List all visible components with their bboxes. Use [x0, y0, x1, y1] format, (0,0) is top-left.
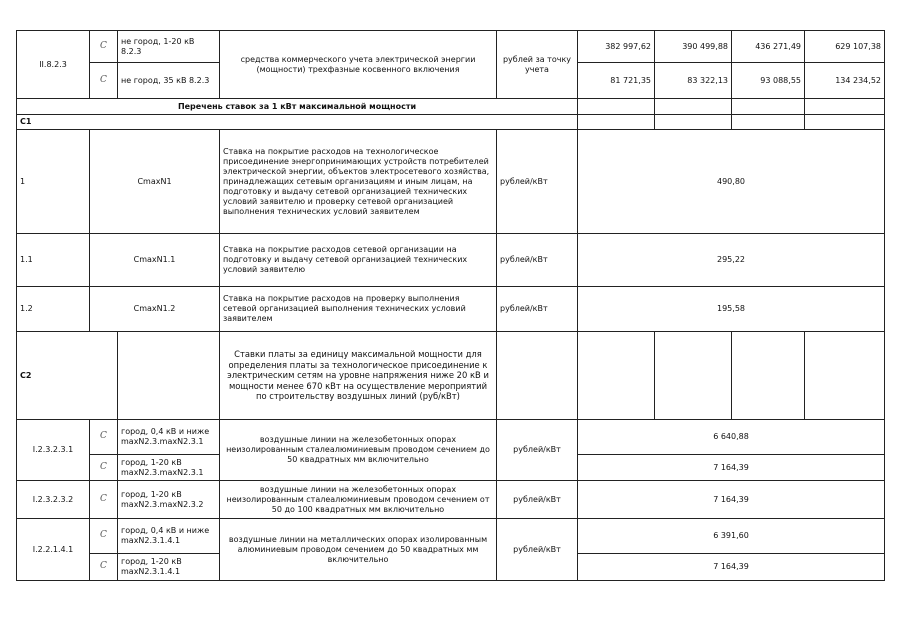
mark-cell: C — [90, 481, 118, 519]
value-cell: 81 721,35 — [578, 63, 655, 99]
condition-cell: город, 1-20 кВ maxN2.3.maxN2.3.2 — [118, 481, 220, 519]
row-number: 1 — [17, 130, 90, 234]
unit-cell: рублей/кВт — [497, 130, 578, 234]
table-row — [17, 115, 885, 130]
empty-cell — [118, 332, 220, 420]
empty-cell — [578, 332, 655, 420]
value-cell: 390 499,88 — [655, 31, 732, 63]
empty-cell — [805, 99, 885, 115]
group-label-c2: С2 — [17, 332, 118, 420]
group-label-c1: С1 — [17, 115, 578, 130]
description-cell: Ставка на покрытие расходов сетевой организации на подготовку и выдачу сетевой организацией технических условий заявителю — [220, 234, 497, 287]
empty-cell — [805, 332, 885, 420]
description-cell: Ставки платы за единицу максимальной мощности для определения платы за технологическое присоединение к электрическим сетям на уровне напряжения ниже 20 кВ и мощности менее 670 кВт на осуществление мероприятий по строительству воздушных линий (руб/кВт) — [220, 332, 497, 420]
empty-cell — [805, 115, 885, 130]
mark-cell: C — [90, 554, 118, 581]
table-row — [17, 99, 885, 115]
description-cell: воздушные линии на металлических опорах изолированным алюминиевым проводом сечением до 50 квадратных мм включительно — [220, 519, 497, 581]
row-code: I.2.2.1.4.1 — [17, 519, 90, 581]
unit-cell: рублей/кВт — [497, 287, 578, 332]
table-row — [17, 519, 885, 554]
value-cell: 7 164,39 — [578, 455, 885, 481]
row-code: II.8.2.3 — [17, 31, 90, 99]
table-row — [17, 287, 885, 332]
mark-cell: C — [90, 455, 118, 481]
mark-cell: C — [90, 31, 118, 63]
rate-name: CmaxN1.1 — [90, 234, 220, 287]
condition-cell: не город, 35 кВ 8.2.3 — [118, 63, 220, 99]
row-number: 1.1 — [17, 234, 90, 287]
value-cell: 93 088,55 — [732, 63, 805, 99]
empty-cell — [578, 99, 655, 115]
unit-cell: рублей/кВт — [497, 519, 578, 581]
empty-cell — [732, 332, 805, 420]
description-cell: воздушные линии на железобетонных опорах неизолированным сталеалюминиевым проводом сечением от 50 до 100 квадратных мм включительно — [220, 481, 497, 519]
value-cell: 6 391,60 — [578, 519, 885, 554]
condition-cell: город, 1-20 кВ maxN2.3.maxN2.3.1 — [118, 455, 220, 481]
empty-cell — [578, 115, 655, 130]
value-cell: 6 640,88 — [578, 420, 885, 455]
value-cell: 295,22 — [578, 234, 885, 287]
empty-cell — [655, 115, 732, 130]
row-code: I.2.3.2.3.2 — [17, 481, 90, 519]
rate-name: CmaxN1.2 — [90, 287, 220, 332]
condition-cell: город, 0,4 кВ и ниже maxN2.3.maxN2.3.1 — [118, 420, 220, 455]
mark-cell: C — [90, 420, 118, 455]
table-row — [17, 420, 885, 455]
row-number: 1.2 — [17, 287, 90, 332]
rate-name: CmaxN1 — [90, 130, 220, 234]
description-cell: Ставка на покрытие расходов на проверку выполнения сетевой организацией выполнения технических условий заявителем — [220, 287, 497, 332]
empty-cell — [655, 99, 732, 115]
unit-cell: рублей/кВт — [497, 481, 578, 519]
table-row — [17, 481, 885, 519]
condition-cell: город, 0,4 кВ и ниже maxN2.3.1.4.1 — [118, 519, 220, 554]
value-cell: 134 234,52 — [805, 63, 885, 99]
value-cell: 436 271,49 — [732, 31, 805, 63]
description-cell: воздушные линии на железобетонных опорах неизолированным сталеалюминиевым проводом сечением до 50 квадратных мм включительно — [220, 420, 497, 481]
row-code: I.2.3.2.3.1 — [17, 420, 90, 481]
mark-cell: C — [90, 519, 118, 554]
tariff-table — [16, 30, 885, 581]
value-cell: 7 164,39 — [578, 554, 885, 581]
unit-cell: рублей/кВт — [497, 420, 578, 481]
condition-cell: не город, 1-20 кВ 8.2.3 — [118, 31, 220, 63]
empty-cell — [732, 99, 805, 115]
value-cell: 195,58 — [578, 287, 885, 332]
table-row — [17, 234, 885, 287]
section-title: Перечень ставок за 1 кВт максимальной мощности — [17, 99, 578, 115]
description-cell: средства коммерческого учета электрической энергии (мощности) трехфазные косвенного включения — [220, 31, 497, 99]
table-row — [17, 130, 885, 234]
description-cell: Ставка на покрытие расходов на технологическое присоединение энергопринимающих устройств потребителей электрической энергии, объектов электросетевого хозяйства, принадлежащих сетевым организациям и иным лицам, на подготовку и выдачу сетевой организацией технических условий заявителю и проверку сетевой организацией выполнения технических условий заявителем — [220, 130, 497, 234]
unit-cell: рублей за точку учета — [497, 31, 578, 99]
value-cell: 629 107,38 — [805, 31, 885, 63]
empty-cell — [497, 332, 578, 420]
table-row — [17, 332, 885, 420]
value-cell: 382 997,62 — [578, 31, 655, 63]
empty-cell — [732, 115, 805, 130]
empty-cell — [655, 332, 732, 420]
mark-cell: C — [90, 63, 118, 99]
unit-cell: рублей/кВт — [497, 234, 578, 287]
table-row — [17, 31, 885, 63]
value-cell: 83 322,13 — [655, 63, 732, 99]
value-cell: 7 164,39 — [578, 481, 885, 519]
condition-cell: город, 1-20 кВ maxN2.3.1.4.1 — [118, 554, 220, 581]
value-cell: 490,80 — [578, 130, 885, 234]
